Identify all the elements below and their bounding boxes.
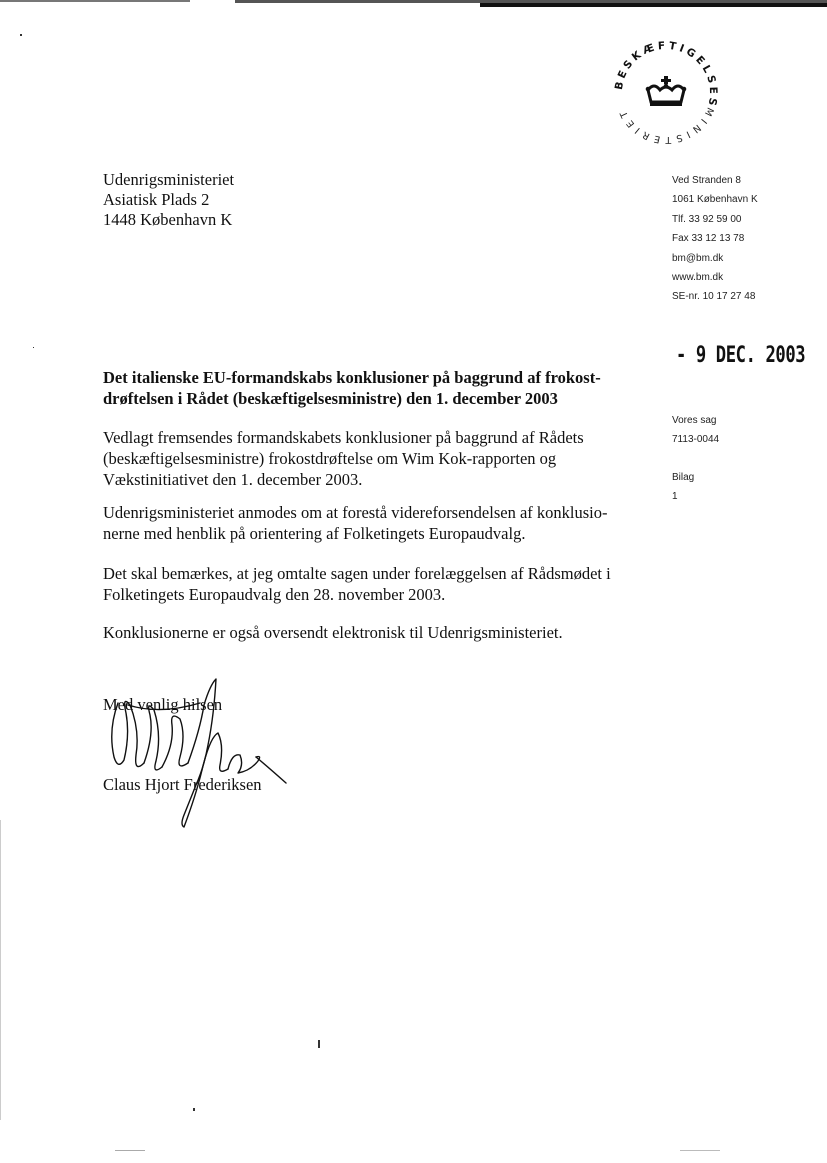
- body-line: Det skal bemærkes, at jeg omtalte sagen under forelæggelsen af Rådsmødet i: [103, 564, 611, 583]
- recipient-address: [103, 170, 234, 230]
- letter-subject: [103, 367, 643, 409]
- crown-icon: [646, 76, 687, 106]
- sender-line: Tlf. 33 92 59 00: [672, 213, 742, 225]
- body-paragraph: [103, 563, 643, 605]
- body-line: Vedlagt fremsendes formandskabets konklusioner på baggrund af Rådets: [103, 428, 584, 447]
- body-line: nerne med henblik på orientering af Folketingets Europaudvalg.: [103, 524, 526, 543]
- scan-speck: [0, 820, 1, 1120]
- attachment-reference: [672, 468, 694, 506]
- svg-text:MINISTERIET: MINISTERIET: [616, 105, 716, 146]
- scan-speck: [20, 34, 22, 36]
- case-number: 7113-0044: [672, 434, 720, 445]
- signer-name: Claus Hjort Frederiksen: [103, 775, 262, 794]
- date-stamp: - 9 DEC. 2003: [676, 343, 806, 368]
- case-label: Vores sag: [672, 415, 717, 426]
- body-line: Konklusionerne er også oversendt elektronisk til Udenrigsministeriet.: [103, 623, 563, 642]
- svg-text:BESKÆFTIGELSES: BESKÆFTIGELSES: [612, 39, 720, 110]
- closing-greeting: Med venlig hilsen: [103, 695, 223, 714]
- handwritten-signature: [100, 675, 290, 835]
- scan-speck: [193, 1108, 195, 1111]
- subject-line: drøftelsen i Rådet (beskæftigelsesministre) den 1. december 2003: [103, 389, 558, 408]
- recipient-line: 1448 København K: [103, 210, 233, 229]
- recipient-line: Asiatisk Plads 2: [103, 190, 210, 209]
- sender-line: bm@bm.dk: [672, 252, 724, 264]
- scan-top-edge: [0, 0, 827, 9]
- sender-line: Ved Stranden 8: [672, 175, 741, 186]
- scan-speck: [318, 1040, 320, 1048]
- sender-line: Fax 33 12 13 78: [672, 233, 745, 245]
- body-paragraph: [103, 502, 643, 544]
- body-paragraph: [103, 427, 643, 490]
- ministry-seal-logo: [607, 38, 725, 148]
- sender-line: 1061 København K: [672, 194, 758, 206]
- attachment-label: Bilag: [672, 472, 695, 483]
- recipient-line: Udenrigsministeriet: [103, 170, 235, 189]
- body-line: (beskæftigelsesministre) frokostdrøftelse om Wim Kok-rapporten og: [103, 449, 557, 468]
- sender-line: SE-nr. 10 17 27 48: [672, 291, 756, 303]
- sender-address: [672, 171, 758, 307]
- body-line: Vækstinitiativet den 1. december 2003.: [103, 470, 363, 489]
- sender-line: www.bm.dk: [672, 272, 724, 284]
- body-line: Udenrigsministeriet anmodes om at forestå videreforsendelsen af konklusio-: [103, 503, 608, 522]
- subject-line: Det italienske EU-formandskabs konklusioner på baggrund af frokost-: [103, 368, 601, 387]
- scan-speck: [33, 347, 34, 348]
- case-reference: [672, 411, 719, 449]
- body-line: Folketingets Europaudvalg den 28. november 2003.: [103, 585, 446, 604]
- body-paragraph: [103, 622, 643, 643]
- scan-speck: [680, 1150, 720, 1151]
- scan-speck: [115, 1150, 145, 1151]
- attachment-count: 1: [672, 491, 678, 502]
